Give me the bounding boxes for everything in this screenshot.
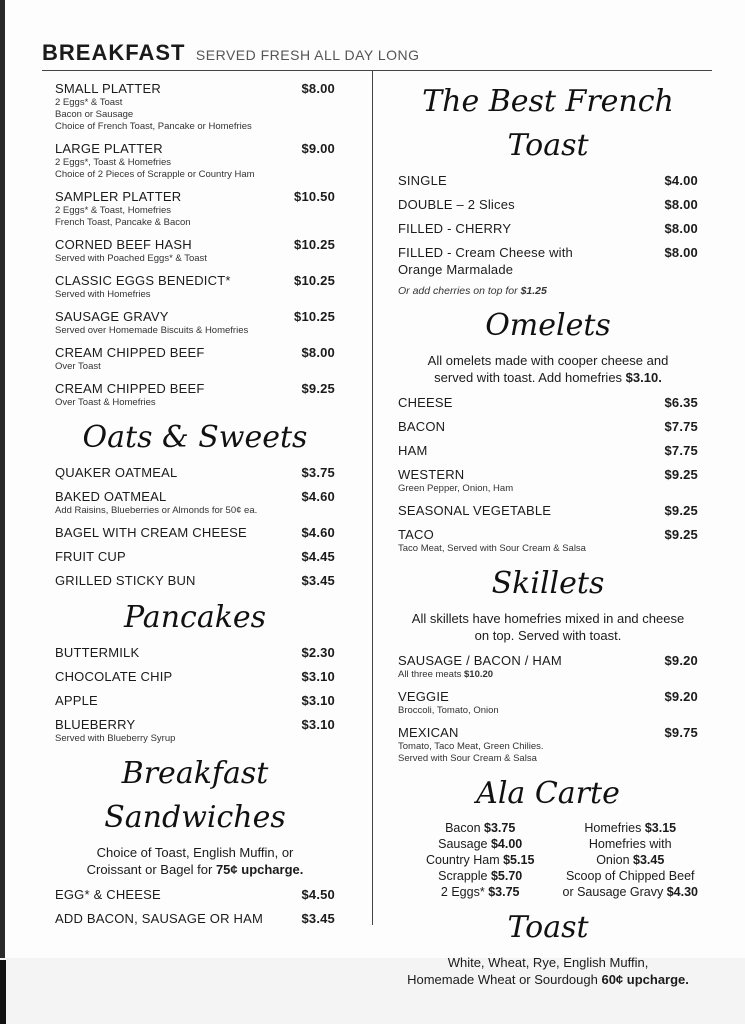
menu-item-name: TACO xyxy=(398,527,434,542)
menu-item xyxy=(55,886,335,903)
menu-item-description-text: Taco Meat, Served with Sour Cream & Salsa xyxy=(398,543,586,554)
french-note xyxy=(398,285,698,298)
menu-item-description xyxy=(55,289,335,301)
french-list xyxy=(398,172,698,278)
menu-item-name: VEGGIE xyxy=(398,689,450,704)
oats-sweets-heading: Oats & Sweets xyxy=(82,420,308,455)
menu-item-description-text: 2 Eggs*, Toast & Homefries xyxy=(55,157,171,168)
menu-item-row xyxy=(55,464,335,481)
menu-item-name-wrap xyxy=(55,236,192,253)
menu-item-description xyxy=(55,217,335,229)
omelets-note-text: served with toast. Add homefries xyxy=(434,370,626,385)
skillets-note-line1: All skillets have homefries mixed in and cheese xyxy=(411,611,685,626)
menu-item-name: SINGLE xyxy=(398,173,447,188)
menu-item-name-wrap xyxy=(55,80,161,97)
menu-item-name: CREAM CHIPPED BEEF xyxy=(55,345,205,360)
oats-list xyxy=(55,464,335,589)
menu-item-name-wrap xyxy=(55,308,169,325)
menu-item xyxy=(398,418,698,435)
menu-header xyxy=(42,40,420,66)
menu-item-name-wrap xyxy=(398,196,515,213)
menu-item-row xyxy=(398,502,698,519)
menu-item-description-text: 2 Eggs* & Toast xyxy=(55,97,123,108)
sandwiches-heading: Breakfast Sandwiches xyxy=(104,756,286,835)
menu-item-row xyxy=(398,394,698,411)
menu-item-name: SMALL PLATTER xyxy=(55,81,161,96)
menu-item-description-text: Served with Blueberry Syrup xyxy=(55,733,176,744)
menu-item-price: $10.25 xyxy=(294,309,335,324)
menu-item-description xyxy=(55,157,335,169)
menu-item-name: APPLE xyxy=(55,693,98,708)
omelets-heading: Omelets xyxy=(485,308,611,343)
scan-bar xyxy=(0,960,6,1024)
menu-item-row xyxy=(398,688,698,705)
toast-note-line2 xyxy=(398,971,698,988)
menu-item-price: $3.45 xyxy=(301,573,335,588)
menu-item-row xyxy=(398,526,698,543)
menu-item-price: $3.10 xyxy=(301,669,335,684)
header-rule xyxy=(42,70,372,71)
menu-item-name-wrap xyxy=(55,644,139,661)
menu-item xyxy=(55,188,335,229)
menu-item-name: BLUEBERRY xyxy=(55,717,136,732)
menu-item xyxy=(398,526,698,555)
menu-item-name-wrap xyxy=(55,188,181,205)
menu-item xyxy=(55,380,335,409)
menu-item-row xyxy=(55,140,335,157)
menu-item-name: FILLED - Cream Cheese with xyxy=(398,245,573,260)
ala-carte-price: $4.30 xyxy=(666,885,698,899)
menu-item-row xyxy=(55,548,335,565)
menu-item xyxy=(398,196,698,213)
menu-item-name: CORNED BEEF HASH xyxy=(55,237,192,252)
menu-item-name-wrap xyxy=(398,442,428,459)
menu-item xyxy=(398,244,698,278)
ala-carte-name: Scoop of Chipped Beef xyxy=(565,869,695,883)
ala-carte-price: $5.15 xyxy=(503,853,535,867)
menu-item-price: $9.20 xyxy=(664,653,698,668)
ala-carte-price: $5.70 xyxy=(490,869,523,883)
menu-item xyxy=(55,464,335,481)
menu-item-description-text: Choice of 2 Pieces of Scrapple or Country Ham xyxy=(55,169,255,180)
column-divider xyxy=(372,70,373,925)
menu-item-price: $7.75 xyxy=(664,419,698,434)
french-note-text: Or add cherries on top for xyxy=(398,285,521,297)
menu-item-row xyxy=(55,308,335,325)
menu-item-name: EGG* & CHEESE xyxy=(55,887,161,902)
menu-item-description xyxy=(55,733,335,745)
ala-carte-name: Country Ham xyxy=(426,853,504,867)
menu-item xyxy=(55,308,335,337)
scan-edge xyxy=(0,0,5,958)
menu-item-description-text: Add Raisins, Blueberries or Almonds for 50¢ ea. xyxy=(55,505,258,516)
menu-item-description-text: Green Pepper, Onion, Ham xyxy=(398,483,514,494)
menu-item-name-wrap xyxy=(398,244,573,278)
sandwiches-note-line1: Choice of Toast, English Muffin, or xyxy=(96,845,294,860)
menu-item-description-text: Served with Sour Cream & Salsa xyxy=(398,753,537,764)
ala-carte-price: $3.15 xyxy=(644,821,677,835)
ala-carte-name: Homefries with xyxy=(588,837,672,851)
menu-item xyxy=(55,572,335,589)
menu-item-description xyxy=(398,753,698,765)
menu-item-name-wrap xyxy=(398,502,551,519)
ala-carte-item xyxy=(563,884,699,900)
ala-carte-price: $4.00 xyxy=(490,837,523,851)
ala-carte-price: $3.45 xyxy=(633,853,665,867)
menu-item-price: $9.25 xyxy=(301,381,335,396)
menu-item-name-wrap xyxy=(55,488,166,505)
menu-item xyxy=(55,236,335,265)
menu-item-name: CHEESE xyxy=(398,395,453,410)
menu-item-row xyxy=(398,220,698,237)
menu-item-row xyxy=(398,418,698,435)
menu-item xyxy=(55,524,335,541)
omelets-note-price: $3.10. xyxy=(625,370,662,385)
menu-item-description-text: French Toast, Pancake & Bacon xyxy=(55,217,191,228)
menu-item-row xyxy=(55,488,335,505)
menu-item-row xyxy=(55,644,335,661)
menu-item xyxy=(55,644,335,661)
menu-item-description xyxy=(55,253,335,265)
menu-item-price: $10.25 xyxy=(294,237,335,252)
menu-item-price: $9.20 xyxy=(664,689,698,704)
menu-item xyxy=(55,716,335,745)
ala-carte-left xyxy=(398,820,534,900)
menu-item-name-wrap xyxy=(55,668,172,685)
toast-note-price: 60¢ upcharge. xyxy=(601,972,689,987)
menu-item-description xyxy=(55,325,335,337)
sandwiches-note-price: 75¢ upcharge. xyxy=(215,862,304,877)
menu-item-name: HAM xyxy=(398,443,428,458)
menu-item-name-wrap xyxy=(55,572,196,589)
menu-item-description-text: Served over Homemade Biscuits & Homefries xyxy=(55,325,249,336)
menu-item-price: $3.10 xyxy=(301,717,335,732)
menu-item-row xyxy=(55,910,335,927)
menu-item-name: BACON xyxy=(398,419,446,434)
menu-item-row xyxy=(55,236,335,253)
menu-item-price: $4.45 xyxy=(301,549,335,564)
menu-item-description-text: Served with Homefries xyxy=(55,289,151,300)
menu-item xyxy=(398,172,698,189)
menu-item-description xyxy=(55,505,335,517)
menu-item-price: $8.00 xyxy=(664,245,698,260)
menu-item xyxy=(398,442,698,459)
menu-item-description-text: Bacon or Sausage xyxy=(55,109,134,120)
menu-item-name: MEXICAN xyxy=(398,725,459,740)
toast-heading: Toast xyxy=(507,910,589,945)
menu-item-row xyxy=(398,442,698,459)
menu-item xyxy=(398,220,698,237)
menu-subtitle: SERVED FRESH ALL DAY LONG xyxy=(195,47,420,63)
ala-carte-grid xyxy=(398,820,698,900)
left-column xyxy=(55,80,335,934)
menu-item-name: SAUSAGE / BACON / HAM xyxy=(398,653,562,668)
menu-item-name: SEASONAL VEGETABLE xyxy=(398,503,552,518)
menu-item-name: FILLED - CHERRY xyxy=(398,221,512,236)
ala-carte-item xyxy=(563,852,699,868)
ala-carte-item xyxy=(426,820,534,836)
menu-item-row xyxy=(55,668,335,685)
sandwiches-note xyxy=(55,844,335,878)
menu-item-description xyxy=(55,121,335,133)
ala-carte-name: or Sausage Gravy xyxy=(562,885,667,899)
menu-item-price: $3.75 xyxy=(301,465,335,480)
omelets-note-line1: All omelets made with cooper cheese and xyxy=(427,353,669,368)
ala-carte-price: $3.75 xyxy=(488,885,520,899)
menu-item-price: $9.75 xyxy=(664,725,698,740)
skillets-note-line2: on top. Served with toast. xyxy=(474,628,622,643)
menu-item-name-wrap xyxy=(398,172,447,189)
menu-item-name-wrap xyxy=(55,910,263,927)
menu-item-row xyxy=(55,380,335,397)
sandwiches-note-text: Croissant or Bagel for xyxy=(86,862,216,877)
french-toast-heading: The Best French Toast xyxy=(422,84,674,163)
menu-item-name-wrap xyxy=(55,548,126,565)
menu-item xyxy=(398,724,698,765)
breakfast-list xyxy=(55,80,335,409)
menu-item-price: $7.75 xyxy=(664,443,698,458)
menu-item-name-wrap xyxy=(55,344,205,361)
menu-item-description-text: Choice of French Toast, Pancake or Homefries xyxy=(55,121,252,132)
french-note-price: $1.25 xyxy=(520,285,547,297)
menu-item-description xyxy=(55,205,335,217)
menu-item-description-price: $10.20 xyxy=(464,669,494,680)
menu-item-row xyxy=(55,80,335,97)
toast-note xyxy=(398,954,698,988)
menu-item xyxy=(398,688,698,717)
ala-carte-item xyxy=(563,836,699,852)
menu-item-price: $8.00 xyxy=(301,345,335,360)
menu-item-description xyxy=(398,483,698,495)
menu-item xyxy=(398,394,698,411)
menu-item-price: $6.35 xyxy=(664,395,698,410)
menu-item-description xyxy=(55,97,335,109)
right-column xyxy=(398,80,698,996)
menu-item-price: $8.00 xyxy=(664,197,698,212)
menu-item-row xyxy=(55,572,335,589)
ala-carte-name: 2 Eggs* xyxy=(440,885,489,899)
menu-item-description xyxy=(55,397,335,409)
menu-item-price: $3.45 xyxy=(301,911,335,926)
menu-item-price: $9.25 xyxy=(664,467,698,482)
menu-item xyxy=(55,140,335,181)
menu-item-row xyxy=(398,724,698,741)
menu-item-description-text: Broccoli, Tomato, Onion xyxy=(398,705,499,716)
menu-item-name: BAGEL WITH CREAM CHEESE xyxy=(55,525,247,540)
menu-item-name-wrap xyxy=(398,526,434,543)
menu-item-row xyxy=(55,524,335,541)
ala-carte-right xyxy=(563,820,699,900)
menu-item xyxy=(55,272,335,301)
menu-item xyxy=(55,80,335,133)
skillets-heading: Skillets xyxy=(491,566,605,601)
menu-item-price: $4.60 xyxy=(301,489,335,504)
menu-item xyxy=(398,466,698,495)
menu-item-price: $2.30 xyxy=(301,645,335,660)
menu-item-name: CHOCOLATE CHIP xyxy=(55,669,173,684)
menu-item-name-wrap xyxy=(398,652,562,669)
menu-item xyxy=(55,668,335,685)
menu-item-name-wrap xyxy=(55,692,98,709)
ala-carte-heading: Ala Carte xyxy=(476,776,620,811)
skillet-list xyxy=(398,652,698,765)
menu-item-description xyxy=(398,669,698,681)
menu-item-name: ADD BACON, SAUSAGE OR HAM xyxy=(55,911,263,926)
menu-item-price: $9.00 xyxy=(301,141,335,156)
menu-item-price: $3.10 xyxy=(301,693,335,708)
menu-item-name: WESTERN xyxy=(398,467,465,482)
menu-item-description-text: Tomato, Taco Meat, Green Chilies. xyxy=(398,741,544,752)
menu-item-description xyxy=(398,741,698,753)
menu-item-description-text: Served with Poached Eggs* & Toast xyxy=(55,253,207,264)
menu-item-price: $8.00 xyxy=(301,81,335,96)
menu-item-name: BAKED OATMEAL xyxy=(55,489,167,504)
menu-item-price: $4.60 xyxy=(301,525,335,540)
menu-item-description-text: Over Toast & Homefries xyxy=(55,397,156,408)
menu-item-name: SAUSAGE GRAVY xyxy=(55,309,169,324)
menu-item-name-wrap xyxy=(398,688,449,705)
ala-carte-name: Sausage xyxy=(438,837,491,851)
omelets-note-line2 xyxy=(398,369,698,386)
menu-item-price: $10.50 xyxy=(294,189,335,204)
menu-item-name-wrap xyxy=(55,524,247,541)
menu-item-description-text: 2 Eggs* & Toast, Homefries xyxy=(55,205,171,216)
ala-carte-item xyxy=(426,884,534,900)
menu-title: BREAKFAST xyxy=(42,40,186,65)
sandwich-list xyxy=(55,886,335,927)
menu-item-price: $4.50 xyxy=(301,887,335,902)
menu-item-name-wrap xyxy=(55,886,161,903)
menu-item-description xyxy=(398,543,698,555)
menu-item-name-wrap xyxy=(398,418,445,435)
ala-carte-name: Homefries xyxy=(584,821,645,835)
menu-item xyxy=(55,488,335,517)
menu-item xyxy=(55,692,335,709)
ala-carte-name: Scrapple xyxy=(438,869,491,883)
ala-carte-item xyxy=(563,868,699,884)
menu-item-row xyxy=(398,172,698,189)
menu-item-row xyxy=(398,466,698,483)
menu-item-description-text: Over Toast xyxy=(55,361,101,372)
menu-item-name-wrap xyxy=(55,716,135,733)
ala-carte-item xyxy=(426,836,534,852)
sandwiches-note-line2 xyxy=(55,861,335,878)
menu-item xyxy=(55,344,335,373)
menu-item-name-wrap xyxy=(55,140,163,157)
pancakes-heading: Pancakes xyxy=(123,600,267,635)
ala-carte-item xyxy=(426,868,534,884)
ala-carte-name: Bacon xyxy=(445,821,485,835)
menu-item-price: $9.25 xyxy=(664,527,698,542)
ala-carte-item xyxy=(426,852,534,868)
menu-item-name: FRUIT CUP xyxy=(55,549,126,564)
header-rule-right xyxy=(372,70,712,71)
menu-item-name-wrap xyxy=(398,220,511,237)
menu-item-row xyxy=(55,272,335,289)
menu-item xyxy=(55,910,335,927)
menu-item-row xyxy=(55,886,335,903)
menu-item-name: SAMPLER PLATTER xyxy=(55,189,182,204)
menu-item-row xyxy=(55,188,335,205)
menu-item-price: $8.00 xyxy=(664,221,698,236)
menu-item xyxy=(55,548,335,565)
menu-item-description xyxy=(55,169,335,181)
menu-item-name-wrap xyxy=(55,380,205,397)
menu-item-description xyxy=(55,361,335,373)
omelet-list xyxy=(398,394,698,555)
menu-item-name: LARGE PLATTER xyxy=(55,141,163,156)
menu-item-name-wrap xyxy=(398,394,453,411)
menu-item-name-wrap xyxy=(55,272,231,289)
menu-item-row xyxy=(398,244,698,278)
menu-item xyxy=(398,502,698,519)
ala-carte-price: $3.75 xyxy=(484,821,516,835)
menu-item-price: $10.25 xyxy=(294,273,335,288)
omelets-note xyxy=(398,352,698,386)
menu-item-name: DOUBLE – 2 Slices xyxy=(398,197,515,212)
menu-item-name-wrap xyxy=(398,466,464,483)
menu-item-name: QUAKER OATMEAL xyxy=(55,465,178,480)
menu-item-description xyxy=(55,109,335,121)
menu-item-name-wrap xyxy=(55,464,177,481)
pancake-list xyxy=(55,644,335,745)
menu-item-row xyxy=(55,716,335,733)
menu-item-name: CLASSIC EGGS BENEDICT* xyxy=(55,273,231,288)
toast-note-line1: White, Wheat, Rye, English Muffin, xyxy=(447,955,649,970)
menu-item-price: $9.25 xyxy=(664,503,698,518)
menu-item-price: $4.00 xyxy=(664,173,698,188)
ala-carte-name: Onion xyxy=(596,853,634,867)
menu-item-name-line2: Orange Marmalade xyxy=(398,262,514,277)
menu-item-name-wrap xyxy=(398,724,459,741)
menu-item-row xyxy=(398,652,698,669)
menu-item-description-text: All three meats xyxy=(398,669,464,680)
menu-item-row xyxy=(55,344,335,361)
ala-carte-item xyxy=(563,820,699,836)
menu-item-name: CREAM CHIPPED BEEF xyxy=(55,381,205,396)
skillets-note xyxy=(398,610,698,644)
menu-item-description xyxy=(398,705,698,717)
menu-item-row xyxy=(398,196,698,213)
menu-item-row xyxy=(55,692,335,709)
menu-item xyxy=(398,652,698,681)
menu-item-name: BUTTERMILK xyxy=(55,645,140,660)
menu-item-name: GRILLED STICKY BUN xyxy=(55,573,196,588)
toast-note-text: Homemade Wheat or Sourdough xyxy=(407,972,602,987)
